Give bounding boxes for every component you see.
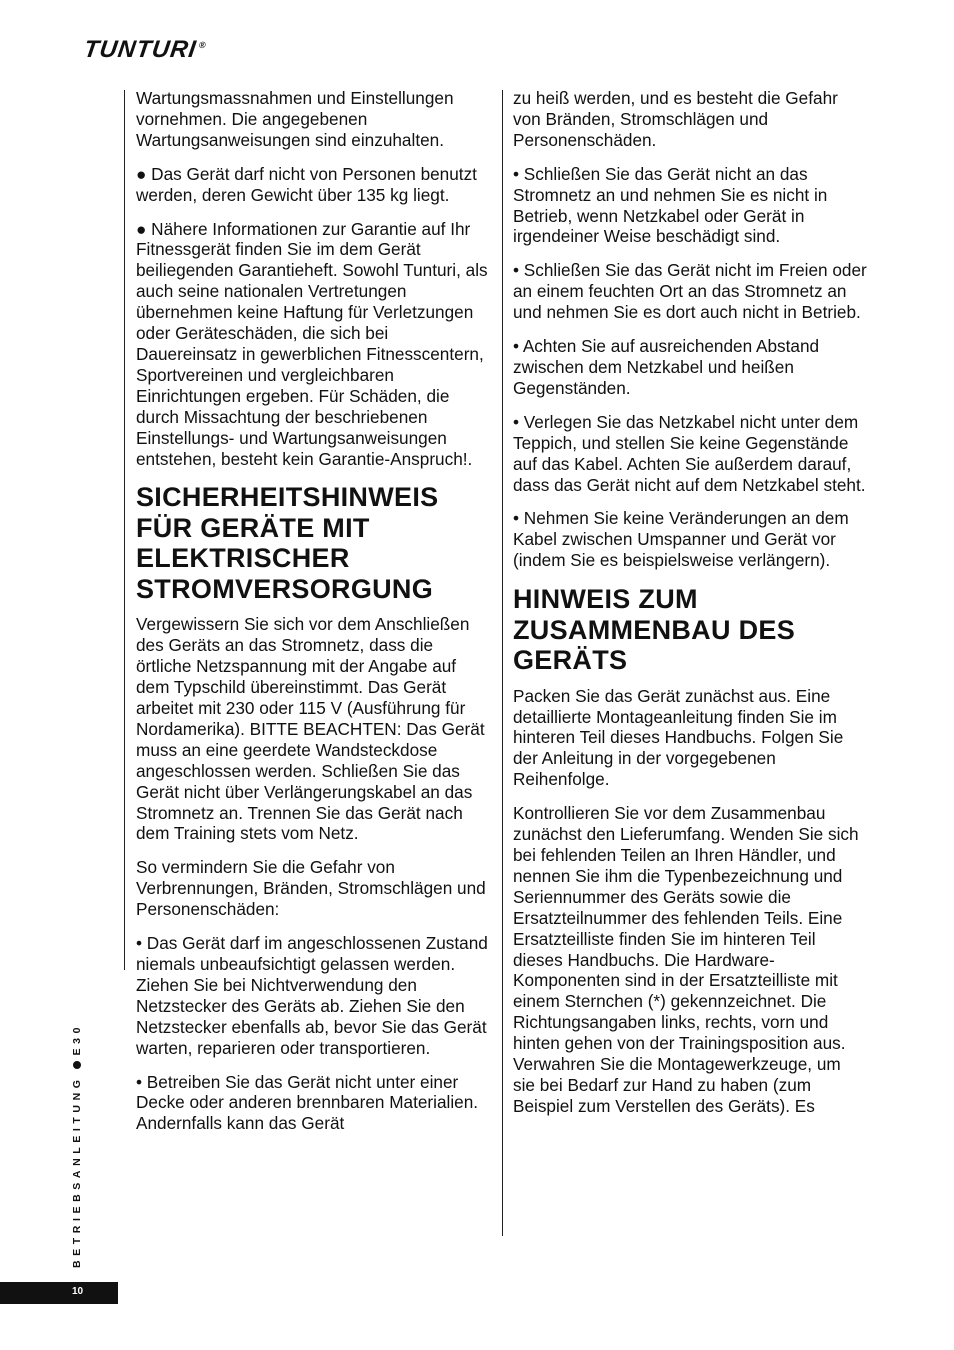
left-column — [136, 88, 488, 1147]
registered-mark: ® — [198, 40, 208, 50]
bullet-paragraph: • Betreiben Sie das Gerät nicht unter einer Decke oder anderen brennbaren Materialien. Andernfalls kann das Gerät — [136, 1071, 479, 1134]
paragraph: So vermindern Sie die Gefahr von Verbrennungen, Bränden, Stromschlägen und Personenschäden: — [136, 857, 486, 920]
right-column — [513, 88, 867, 1130]
bullet-paragraph: • Nehmen Sie keine Veränderungen an dem Kabel zwischen Umspanner und Gerät vor (indem Sie es beispielsweise verlängern). — [513, 508, 849, 571]
bullet-paragraph: ● Das Gerät darf nicht von Personen benutzt werden, deren Gewicht über 135 kg liegt. — [136, 163, 477, 205]
section-heading: HINWEIS ZUM ZUSAMMENBAU DES GERÄTS — [513, 584, 796, 676]
bullet-paragraph: • Achten Sie auf ausreichenden Abstand zwischen dem Netzkabel und heißen Gegenständen. — [513, 336, 820, 398]
bullet-paragraph: ● Nähere Informationen zur Garantie auf Ihr Fitnessgerät finden Sie im dem Gerät beiliegenden Garantieheft. Sowohl Tunturi, als auch seine nationalen Vertretungen übernehmen keine Haftung für Verletzungen oder Geräteschäden, die sich bei Dauereinsatz in gewerblichen Fitnesscentern, Sportvereinen und vergleichbaren Einrichtungen ergeben. Für Schäden, die durch Missachtung der beschriebenen Einstellungs- und Wartungsanweisungen entstehen, besteht kein Garantie-Anspruch!. — [136, 218, 488, 469]
model-label: E30 — [71, 1022, 83, 1056]
page-number: 10 — [72, 1286, 84, 1297]
brand-name: TUNTURI — [82, 36, 199, 63]
page-number-box — [0, 1282, 118, 1304]
paragraph: Kontrollieren Sie vor dem Zusammenbau zunächst den Lieferumfang. Wenden Sie sich bei fehlenden Teilen an Ihren Händler, und nennen Sie ihm die Typenbezeichnung und Seriennummer des Geräts sowie die Ersatzteilnummer des fehlenden Teils. Eine Ersatzteilliste finden Sie im hinteren Teil dieses Handbuchs. Die Hardware-Komponenten sind in der Ersatzteilliste mit einem Sternchen (*) gekennzeichnet. Die Richtungsangaben links, rechts, vorn und hinten gehen von der Trainingsposition aus. Verwahren Sie die Montagewerkzeuge, um sie bei Bedarf zur Hand zu haben (zum Beispiel zum Verstellen des Geräts). Es — [513, 803, 859, 1116]
paragraph: Vergewissern Sie sich vor dem Anschließen des Geräts an das Stromnetz, dass die örtliche Netzspannung mit der Angabe auf dem Typschild übereinstimmt. Das Gerät arbeitet mit 230 oder 115 V (Ausführung für Nordamerika). BITTE BEACHTEN: Das Gerät muss an eine geerdete Wandsteckdose angeschlossen werden. Schließen Sie das Gerät nicht über Verlängerungskabel an das Stromnetz an. Trennen Sie das Gerät nach dem Training stets vom Netz. — [136, 614, 485, 844]
paragraph: Wartungsmassnahmen und Einstellungen vornehmen. Die angegebenen Wartungsanweisungen sind einzuhalten. — [136, 88, 454, 150]
bullet-paragraph: • Schließen Sie das Gerät nicht im Freien oder an einem feuchten Ort an das Stromnetz an und nehmen Sie es dort auch nicht in Betrieb. — [513, 260, 867, 323]
side-running-header — [71, 1023, 83, 1268]
bullet-paragraph: • Verlegen Sie das Netzkabel nicht unter dem Teppich, und stellen Sie keine Gegenstände auf das Kabel. Achten Sie außerdem darauf, dass das Gerät nicht auf dem Netzkabel steht. — [513, 411, 866, 495]
manual-label: BETRIEBSANLEITUNG — [71, 1075, 83, 1268]
bullet-paragraph: • Schließen Sie das Gerät nicht an das Stromnetz an und nehmen Sie es nicht in Betrieb, wenn Netzkabel oder Gerät in irgendeiner Weise beschädigt sind. — [513, 163, 828, 247]
paragraph: zu heiß werden, und es besteht die Gefahr von Bränden, Stromschlägen und Personenschäden. — [513, 88, 838, 150]
right-column-rule — [502, 90, 503, 1236]
bullet-paragraph: • Das Gerät darf im angeschlossenen Zustand niemals unbeaufsichtigt gelassen werden. Ziehen Sie bei Nichtverwendung den Netzstecker des Geräts ab. Ziehen Sie den Netzstecker ebenfalls ab, bevor Sie das Gerät warten, reparieren oder transportieren. — [136, 933, 488, 1058]
paragraph: Packen Sie das Gerät zunächst aus. Eine detaillierte Montageanleitung finden Sie im hinteren Teil dieses Handbuchs. Folgen Sie der Anleitung in der vorgegebenen Reihenfolge. — [513, 685, 844, 790]
section-heading: SICHERHEITSHINWEIS FÜR GERÄTE MIT ELEKTRISCHER STROMVERSORGUNG — [136, 482, 439, 604]
bullet-dot-icon — [73, 1061, 81, 1069]
left-column-rule — [124, 90, 125, 970]
brand-logo — [82, 36, 208, 64]
